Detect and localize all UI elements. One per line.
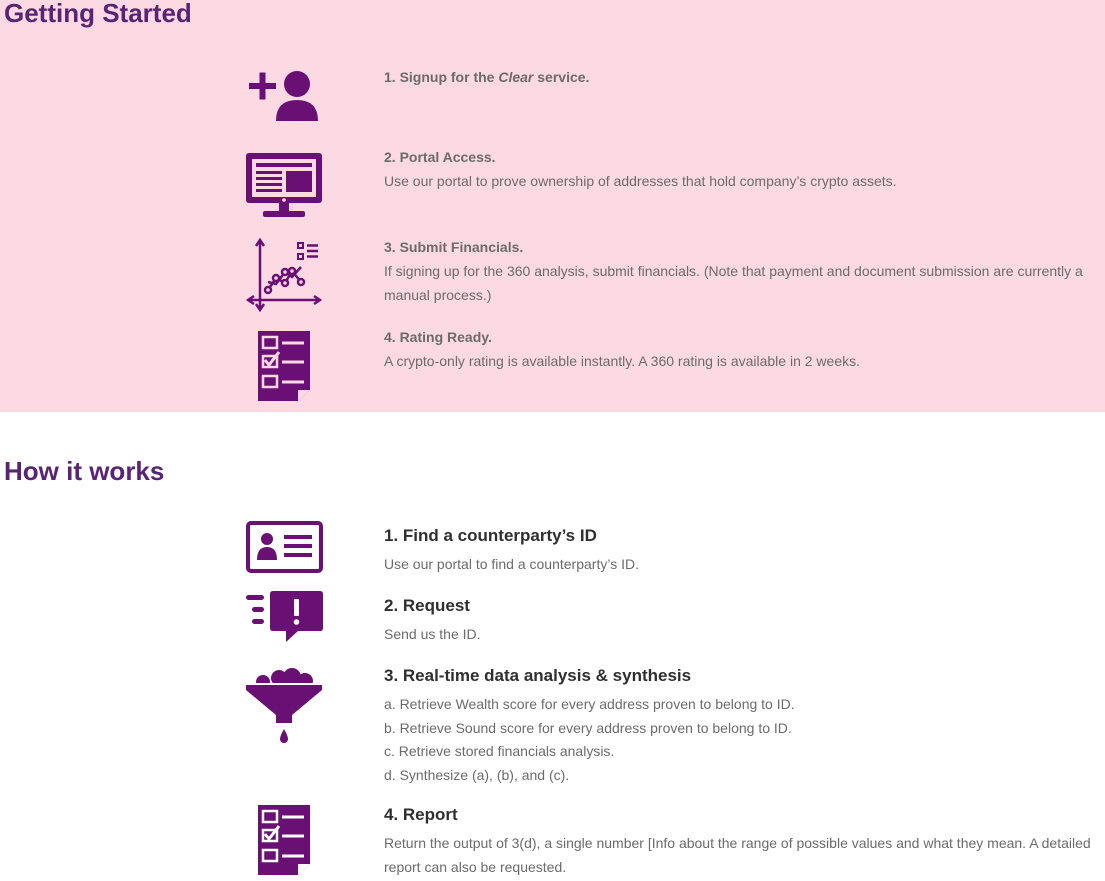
checklist-icon [257,804,311,876]
gs-step-4-title: 4. Rating Ready. [384,329,492,345]
hw-step-1 [384,525,1094,577]
gs-step-4 [384,325,1094,373]
hw-step-3-desc-a: a. Retrieve Wealth score for every address proven to belong to ID. [384,696,795,712]
gs-step-3-desc: If signing up for the 360 analysis, submit financials. (Note that payment and document submission are currently a manual process.) [384,263,1083,303]
gs-step-2 [384,145,1094,193]
hw-step-3-title: 3. Real-time data analysis & synthesis [384,666,692,685]
gs-step-4-desc: A crypto-only rating is available instantly. A 360 rating is available in 2 weeks. [384,353,860,369]
how-it-works-heading: How it works [4,456,165,486]
gs-step-3-title: 3. Submit Financials. [384,239,524,255]
hw-step-2-title: 2. Request [384,596,470,615]
add-user-icon [246,68,322,124]
hw-step-4 [384,804,1094,879]
gs-step-2-title: 2. Portal Access. [384,149,496,165]
hw-step-1-desc: Use our portal to find a counterparty’s ID. [384,556,639,572]
gs-step-2-desc: Use our portal to prove ownership of addresses that hold company’s crypto assets. [384,173,897,189]
gs-step-1-title: 1. Signup for the Clear service. [384,69,590,85]
hw-step-4-title: 4. Report [384,805,458,824]
hw-step-4-desc: Return the output of 3(d), a single number [Info about the range of possible values and what they mean. A detailed report can also be requested. [384,835,1091,875]
chart-analysis-icon [246,237,322,313]
hw-step-2-desc: Send us the ID. [384,626,481,642]
hw-step-2 [384,595,1094,647]
checklist-icon [257,330,311,402]
gs-step-1 [384,65,1094,89]
getting-started-heading: Getting Started [4,0,192,28]
id-card-icon [246,521,323,573]
data-funnel-icon [245,668,323,746]
alert-message-icon [244,590,324,644]
monitor-icon [245,152,323,220]
hw-step-3-desc-b: b. Retrieve Sound score for every address proven to belong to ID. [384,719,792,736]
gs-step-3 [384,235,1094,307]
hw-step-3-desc-c: c. Retrieve stored financials analysis. [384,743,615,759]
hw-step-3 [384,665,1094,787]
hw-step-3-desc-d: d. Synthesize (a), (b), and (c). [384,766,570,783]
hw-step-1-title: 1. Find a counterparty’s ID [384,526,597,545]
